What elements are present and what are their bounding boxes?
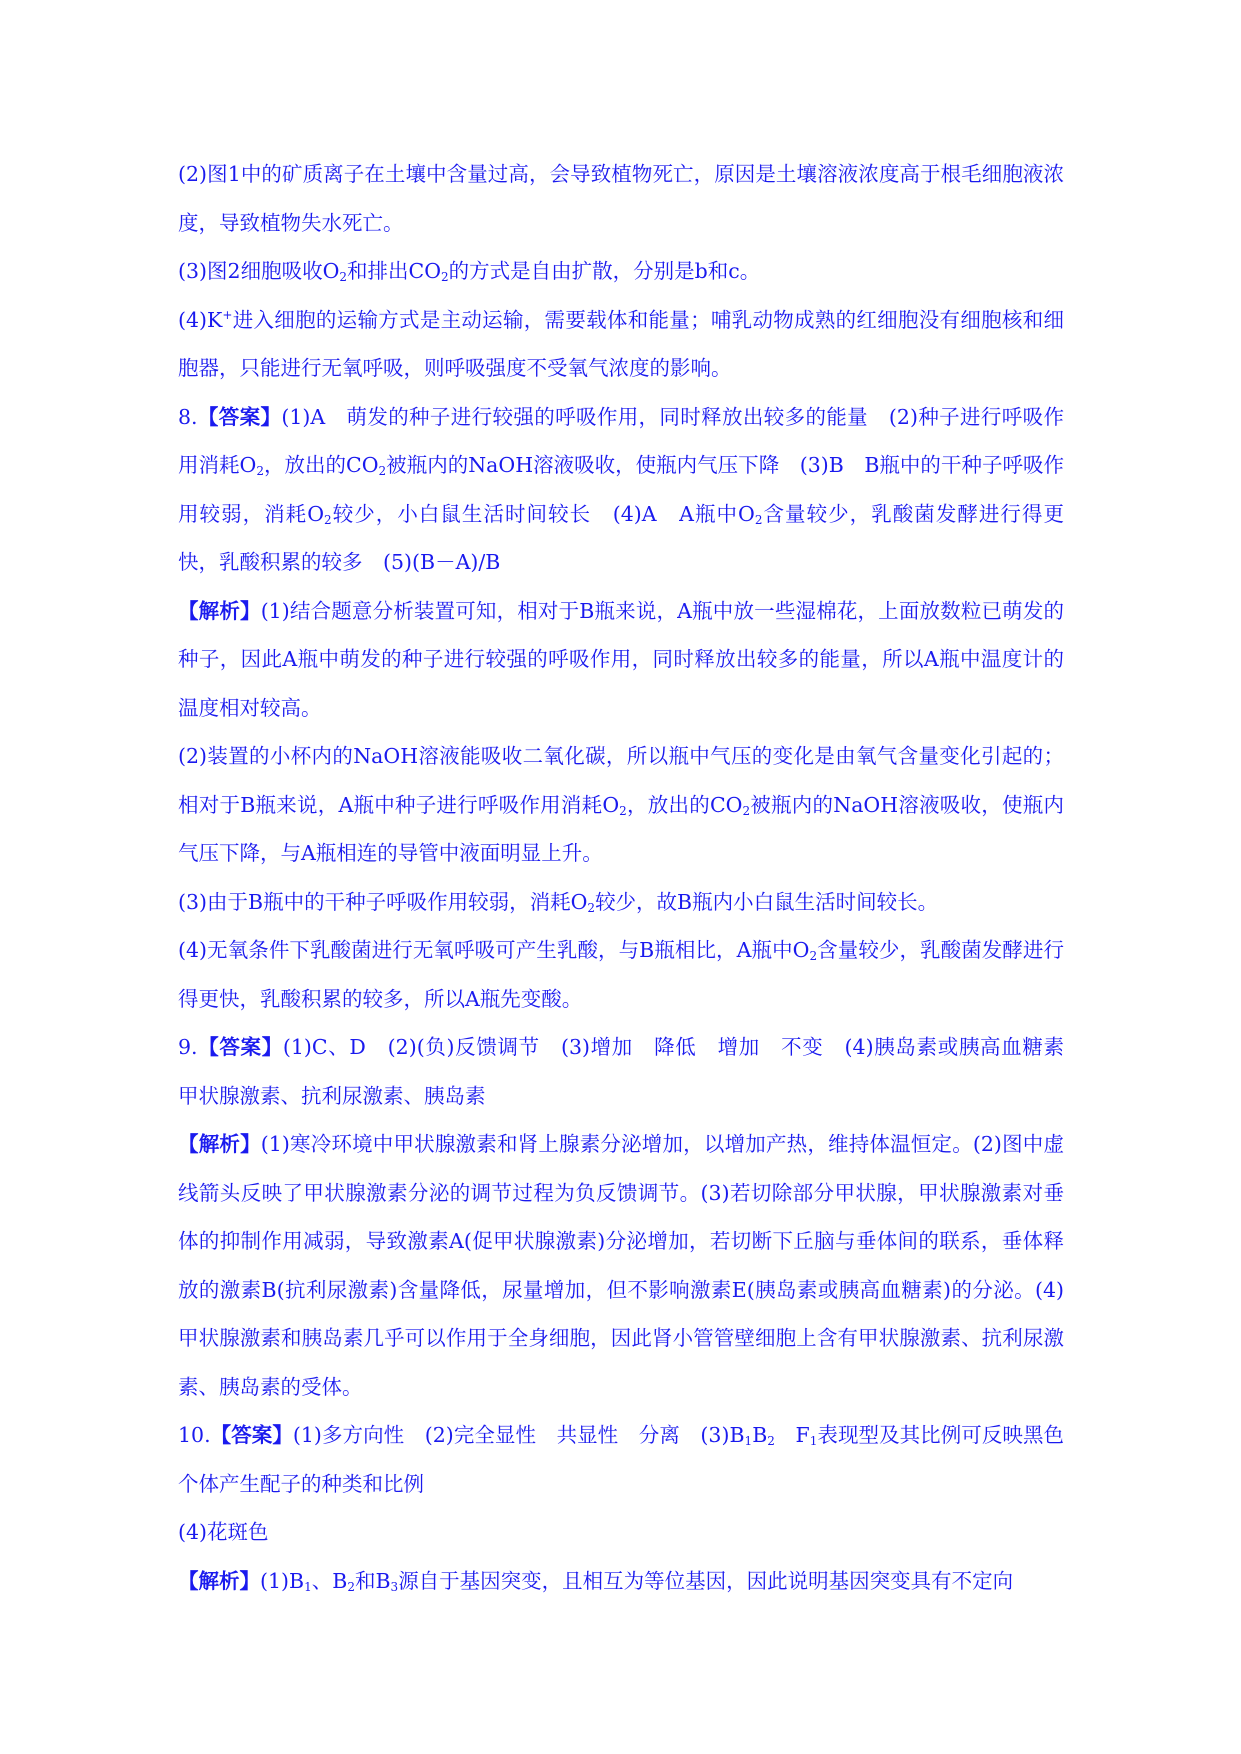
subscript: 2 — [587, 900, 596, 915]
subscript: 2 — [809, 949, 818, 963]
answer-tag: 【答案】 — [197, 404, 282, 429]
text: (3)图2细胞吸收O — [178, 259, 340, 283]
text: 含量较少，乳酸菌发酵进行得更快，乳酸积累的较多，所以A瓶先变酸。 — [178, 938, 1065, 1011]
q7-paragraph-2 — [178, 150, 1064, 247]
q8-analysis-4 — [178, 926, 1064, 1023]
subscript: 2 — [754, 512, 763, 527]
text: (1)C、D (2)(负)反馈调节 (3)增加 降低 增加 不变 (4)胰岛素或胰高血糖素 甲状腺激素、抗利尿激素、胰岛素 — [178, 1035, 1085, 1108]
subscript: 2 — [347, 1579, 355, 1594]
q8-analysis-3 — [178, 878, 1064, 927]
q8-analysis-2 — [178, 732, 1064, 878]
text: (2)图1中的矿质离子在土壤中含量过高，会导致植物死亡，原因是土壤溶液浓度高于根毛细胞液浓度，导致植物失水死亡。 — [178, 162, 1064, 235]
text: (4)花斑色 — [178, 1520, 269, 1544]
subscript: 2 — [441, 270, 449, 284]
q10-answer-4 — [178, 1508, 1064, 1557]
q9-analysis — [178, 1120, 1064, 1411]
text: 源自于基因突变，且相互为等位基因，因此说明基因突变具有不定向 — [398, 1568, 1014, 1593]
text: ，放出的CO — [626, 792, 743, 817]
subscript: 1 — [809, 1434, 818, 1448]
document-body — [178, 150, 1085, 1605]
subscript: 2 — [619, 803, 627, 818]
q9-answer — [178, 1023, 1085, 1120]
text: (1)寒冷环境中甲状腺激素和肾上腺素分泌增加，以增加产热，维持体温恒定。(2)图中虚线箭头反映了甲状腺激素分泌的调节过程为负反馈调节。(3)若切除部分甲状腺，甲状腺激素对垂体的抑制作用减弱，导致激素A(促甲状腺激素)分泌增加，若切断下丘脑与垂体间的联系，垂体释放的激素B(抗利尿激素)含量降低，尿量增加，但不影响激素E(胰岛素或胰高血糖素)的分泌。(4)甲状腺激素和胰岛素几乎可以作用于全身细胞，因此肾小管管壁细胞上含有甲状腺激素、抗利尿激素、胰岛素的受体。 — [178, 1132, 1065, 1399]
question-number: 9. — [178, 1035, 198, 1059]
analysis-tag: 【解析】 — [178, 598, 261, 623]
text: 较少，故B瓶内小白鼠生活时间较长。 — [595, 889, 939, 914]
answer-tag: 【答案】 — [197, 1035, 283, 1059]
q8-analysis-1 — [178, 587, 1064, 733]
text: 被瓶内的NaOH溶液吸收，使瓶内气压下降 (3)B B瓶中的干种子呼吸作用较弱，消耗O — [178, 453, 1064, 526]
text: (1)B — [260, 1568, 305, 1593]
text: (4)无氧条件下乳酸菌进行无氧呼吸可产生乳酸，与B瓶相比，A瓶中O — [178, 938, 810, 962]
subscript: 1 — [304, 1579, 312, 1594]
question-number: 8. — [178, 404, 198, 429]
subscript: 1 — [744, 1434, 753, 1448]
text: 、B — [311, 1568, 348, 1593]
q7-paragraph-3 — [178, 247, 1064, 296]
subscript: 2 — [256, 464, 264, 478]
analysis-tag: 【解析】 — [178, 1568, 260, 1593]
answer-tag: 【答案】 — [210, 1423, 293, 1447]
text: F — [774, 1423, 810, 1447]
text: 和排出CO — [347, 259, 442, 283]
subscript: 3 — [390, 1579, 399, 1594]
text: 的方式是自由扩散，分别是b和c。 — [448, 259, 761, 283]
text: (4)K — [178, 307, 223, 332]
text: (3)由于B瓶中的干种子呼吸作用较弱，消耗O — [178, 889, 588, 914]
subscript: 2 — [378, 464, 387, 478]
subscript: 2 — [767, 1434, 775, 1448]
text: (2)装置的小杯内的NaOH溶液能吸收二氧化碳，所以瓶中气压的变化是由氧气含量变化引起的；相对于B瓶来说，A瓶中种子进行呼吸作用消耗O — [178, 744, 1064, 817]
subscript: 2 — [742, 803, 751, 818]
text: 和B — [354, 1568, 391, 1593]
q8-answer — [178, 393, 1064, 587]
text: 进入细胞的运输方式是主动运输，需要载体和能量；哺乳动物成熟的红细胞没有细胞核和细胞器，只能进行无氧呼吸，则呼吸强度不受氧气浓度的影响。 — [178, 307, 1064, 380]
subscript: 2 — [324, 512, 332, 527]
text: B — [752, 1423, 768, 1447]
superscript: + — [222, 307, 233, 322]
text: 被瓶内的NaOH溶液吸收，使瓶内气压下降，与A瓶相连的导管中液面明显上升。 — [178, 792, 1064, 865]
q10-answer — [178, 1411, 1064, 1508]
q10-analysis — [178, 1557, 1064, 1606]
text: 较少，小白鼠生活时间较长 (4)A A瓶中O — [331, 501, 755, 526]
text: (1)结合题意分析装置可知，相对于B瓶来说，A瓶中放一些湿棉花，上面放数粒已萌发的种子，因此A瓶中萌发的种子进行较强的呼吸作用，同时释放出较多的能量，所以A瓶中温度计的温度相对较高。 — [178, 598, 1065, 720]
text: (1)A 萌发的种子进行较强的呼吸作用，同时释放出较多的能量 (2)种子进行呼吸作用消耗O — [178, 404, 1064, 477]
subscript: 2 — [339, 270, 348, 284]
text: ，放出的CO — [263, 453, 379, 477]
text: 含量较少，乳酸菌发酵进行得更快，乳酸积累的较多 (5)(B－A)/B — [178, 501, 1065, 574]
text: (1)多方向性 (2)完全显性 共显性 分离 (3)B — [292, 1423, 745, 1447]
text: 表现型及其比例可反映黑色个体产生配子的种类和比例 — [178, 1423, 1064, 1496]
question-number: 10. — [178, 1423, 211, 1447]
q7-paragraph-4 — [178, 296, 1064, 393]
analysis-tag: 【解析】 — [178, 1132, 261, 1156]
